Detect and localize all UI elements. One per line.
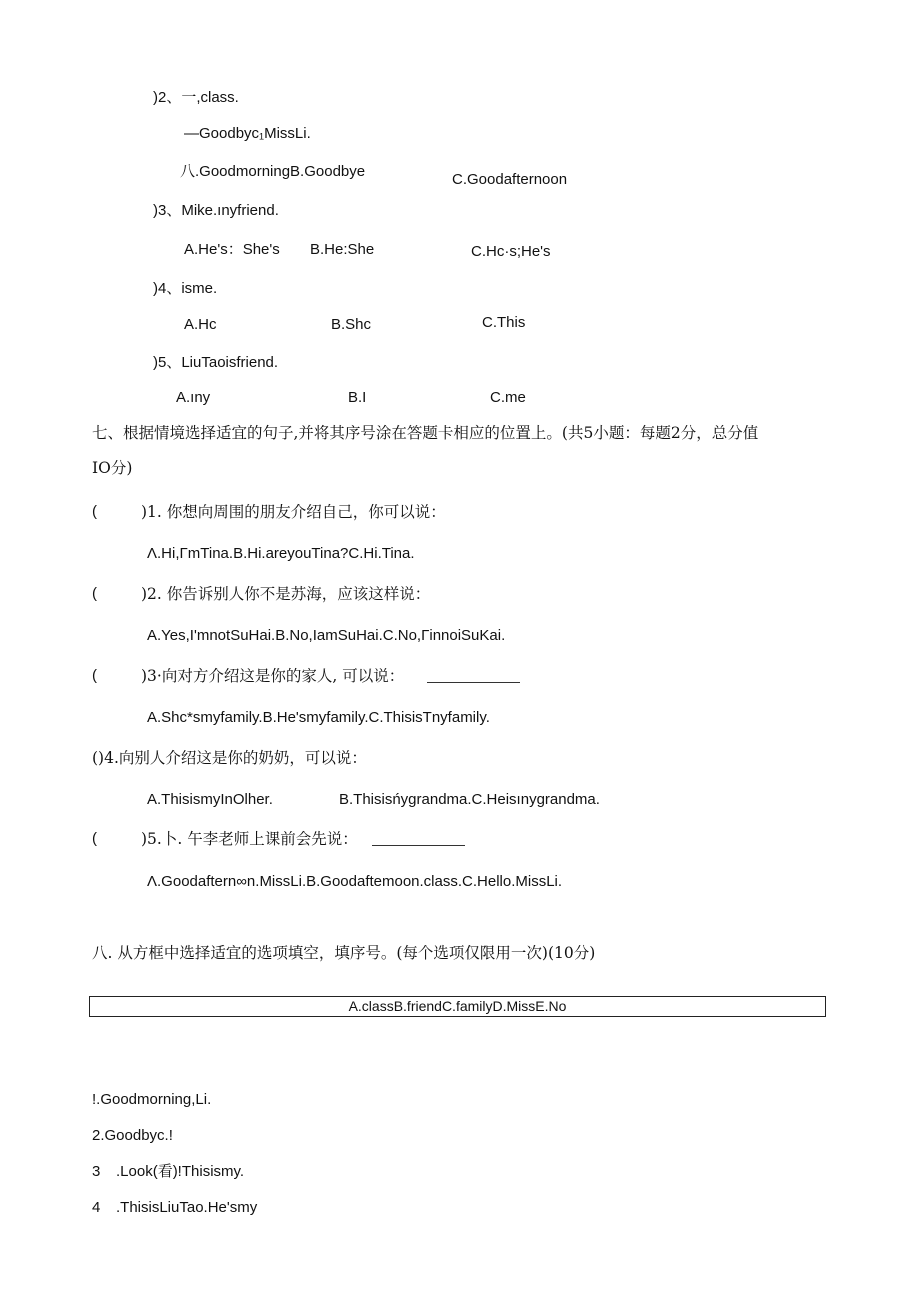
q7-5-options: Λ.Goodaftern∞n.MissLi.B.Goodaftemoon.class.C.Hello.MissLi. <box>147 873 563 890</box>
q8-4-number: 4 <box>92 1199 101 1216</box>
q7-1-paren: ( <box>92 503 97 520</box>
q6-3-option-a: A.He's：She's <box>184 241 280 258</box>
q7-2-stem: )2. 你告诉别人你不是苏海，应该这样说： <box>141 585 431 603</box>
q6-5-stem: )5、LiuTaoisfriend. <box>153 354 279 371</box>
q8-4: .ThisisLiuTao.He'smy <box>116 1199 258 1216</box>
q7-3-answer-blank[interactable] <box>427 667 520 688</box>
q6-3-stem: )3、Mike.ınyfriend. <box>153 202 279 219</box>
q8-3-number: 3 <box>92 1163 101 1180</box>
q6-2-stem: )2、一,class. <box>153 89 239 106</box>
q8-2: 2.Goodbyc.! <box>92 1127 173 1144</box>
q7-5-stem: )5.卜. 午李老师上课前会先说： <box>141 830 358 848</box>
q7-3-options: A.Shc*smyfamily.B.He'smyfamily.C.ThisisTnyfamily. <box>147 709 490 726</box>
q7-3-stem: )3·向对方介绍这是你的家人, 可以说： <box>141 667 405 685</box>
part7-heading-score: IO分) <box>92 459 133 477</box>
q6-5-option-c: C.me <box>490 389 526 406</box>
q6-5-option-b: B.I <box>348 389 367 406</box>
part7-heading: 七、根据情境选择适宜的句子,并将其序号涂在答题卡相应的位置上。(共5小题：每题2分，总分值 <box>92 424 759 442</box>
q6-2-dialogue: —Goodbyc₁MissLi. <box>184 125 311 142</box>
q8-3: .Look(看)!Thisismy. <box>116 1163 245 1180</box>
word-bank-text: A.classB.friendC.familyD.MissE.No <box>348 998 567 1014</box>
q7-2-options: A.Yes,I'mnotSuHai.B.No,IamSuHai.C.No,ΓinnoiSuKai. <box>147 627 506 644</box>
q6-2-option-ab: 八.GoodmorningB.Goodbye <box>180 163 366 180</box>
q7-4-stem: ()4.向别人介绍这是你的奶奶，可以说： <box>92 749 367 767</box>
q6-4-option-b: B.Shc <box>331 316 372 333</box>
part8-heading: 八. 从方框中选择适宜的选项填空，填序号。(每个选项仅限用一次)(10分) <box>92 944 596 962</box>
q7-1-options: Λ.Hi,ΓmTina.B.Hi.areyouTina?C.Hi.Tina. <box>147 545 415 562</box>
q6-3-option-b: B.He:She <box>310 241 375 258</box>
q7-2-paren: ( <box>92 585 97 602</box>
q7-4-option-bc: B.Thisisńygrandma.C.Heisınygrandma. <box>339 791 600 808</box>
q6-3-option-c: C.Hc·s;He's <box>471 243 551 260</box>
q6-5-option-a: A.ıny <box>176 389 211 406</box>
q6-4-option-a: A.Hc <box>184 316 217 333</box>
q7-4-option-a: A.ThisismyInOlher. <box>147 791 273 808</box>
q6-4-option-c: C.This <box>482 314 526 331</box>
word-bank-box <box>89 996 826 1017</box>
q6-2-option-c: C.Goodafternoon <box>452 171 568 188</box>
q7-1-stem: )1. 你想向周围的朋友介绍自己，你可以说： <box>141 503 446 521</box>
q6-4-stem: )4、isme. <box>153 280 218 297</box>
q7-5-paren: ( <box>92 830 97 847</box>
q8-1: !.Goodmorning,Li. <box>92 1091 212 1108</box>
q7-3-paren: ( <box>92 667 97 684</box>
q7-5-answer-blank[interactable] <box>372 830 465 851</box>
